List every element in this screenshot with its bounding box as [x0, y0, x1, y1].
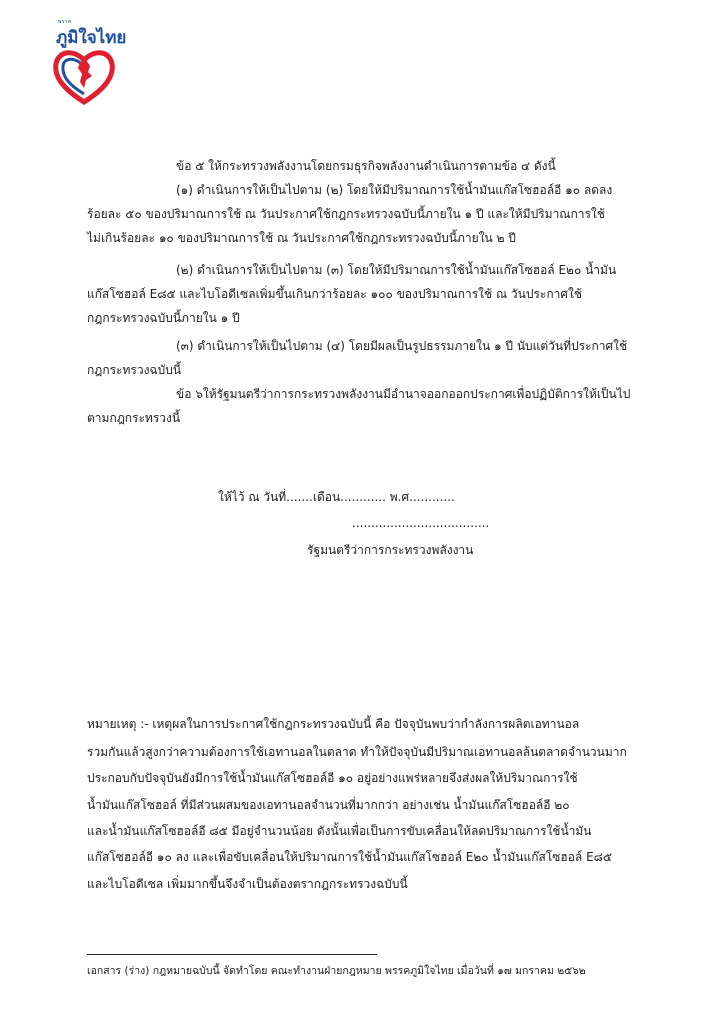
body-line: (๒) ดำเนินการให้เป็นไปตาม (๓) โดยให้มีปริมาณการใช้น้ำมันแก๊สโซฮอล์ E๒๐ น้ำมัน: [176, 263, 617, 277]
body-line: แก๊สโซฮอล์ E๘๕ และไบโอดีเซลเพิ่มขึ้นเกินกว่าร้อยละ ๑๐๐ ของปริมาณการใช้ ณ วันประกาศใช้: [87, 287, 582, 301]
remark-line: แก๊สโซฮอล์อี ๑๐ ลง และเพื่อขับเคลื่อนให้ปริมาณการใช้น้ำมันแก๊สโซฮอล์ E๒๐ น้ำมันแก๊สโซฮอล์ E๘๕: [87, 850, 613, 864]
body-line: กฎกระทรวงฉบับนี้: [87, 363, 182, 377]
remark-line: และน้ำมันแก๊สโซฮอล์อี ๘๕ มีอยู่จำนวนน้อย ดังนั้นเพื่อเป็นการขับเคลื่อนให้ลดปริมาณการใช้น้ำมัน: [87, 824, 592, 838]
body-line: กฎกระทรวงฉบับนี้ภายใน ๑ ปี: [87, 311, 240, 325]
heart-map-icon: [52, 46, 116, 106]
body-line: (๑) ดำเนินการให้เป็นไปตาม (๒) โดยให้มีปริมาณการใช้น้ำมันแก๊สโซฮอล์อี ๑๐ ลดลง: [176, 183, 613, 197]
signature-title: รัฐมนตรีว่าการกระทรวงพลังงาน: [307, 543, 474, 557]
footnote-divider: [87, 954, 377, 955]
signature-date-line: ให้ไว้ ณ วันที่.......เดือน............ พ.ศ............: [218, 490, 455, 504]
logo-tag: พรรค: [58, 19, 73, 25]
body-line: ตามกฎกระทรวงนี้: [87, 411, 181, 425]
logo-name: ภูมิใจไทย: [56, 28, 127, 48]
remark-line: และไบโอดีเซล เพิ่มมากขึ้นจึงจำเป็นต้องตรากฎกระทรวงฉบับนี้: [87, 877, 408, 891]
body-line: (๓) ดำเนินการให้เป็นไปตาม (๔) โดยมีผลเป็นรูปธรรมภายใน ๑ ปี นับแต่วันที่ประกาศใช้: [176, 339, 628, 353]
signature-dots: ....................................: [352, 516, 490, 530]
remark-line: ประกอบกับปัจจุบันยังมีการใช้น้ำมันแก๊สโซฮอล์อี ๑๐ อยู่อย่างแพร่หลายจึงส่งผลให้ปริมาณการใช้: [87, 771, 578, 785]
body-line: ข้อ ๕ ให้กระทรวงพลังงานโดยกรมธุรกิจพลังงานดำเนินการตามข้อ ๔ ดังนี้: [176, 159, 556, 173]
party-logo: [52, 16, 127, 108]
remark-line: รวมกันแล้วสูงกว่าความต้องการใช้เอทานอลในตลาด ทำให้ปัจจุบันมีปริมาณเอทานอลล้นตลาดจำนวนมาก: [87, 745, 627, 759]
footnote: เอกสาร (ร่าง) กฎหมายฉบับนี้ จัดทำโดย คณะทำงานฝ่ายกฎหมาย พรรคภูมิใจไทย เมื่อวันที่ ๑๗ มกราคม ๒๕๖๒: [87, 965, 586, 977]
body-line: ไม่เกินร้อยละ ๑๐ ของปริมาณการใช้ ณ วันประกาศใช้กฎกระทรวงฉบับนี้ภายใน ๒ ปี: [87, 231, 516, 245]
remark-line: น้ำมันแก๊สโซฮอล์ ที่มีส่วนผสมของเอทานอลจำนวนที่มากกว่า อย่างเช่น น้ำมันแก๊สโซฮอล์อี ๒๐: [87, 798, 570, 812]
body-line: ร้อยละ ๕๐ ของปริมาณการใช้ ณ วันประกาศใช้กฎกระทรวงฉบับนี้ภายใน ๑ ปี และให้มีปริมาณการใช้: [87, 207, 605, 221]
remark-line: หมายเหตุ :- เหตุผลในการประกาศใช้กฎกระทรวงฉบับนี้ คือ ปัจจุบันพบว่ากำลังการผลิตเอทานอล: [87, 717, 580, 731]
body-line: ข้อ ๖ให้รัฐมนตรีว่าการกระทรวงพลังงานมีอำนาจออกออกประกาศเพื่อปฏิบัติการให้เป็นไป: [176, 387, 631, 401]
